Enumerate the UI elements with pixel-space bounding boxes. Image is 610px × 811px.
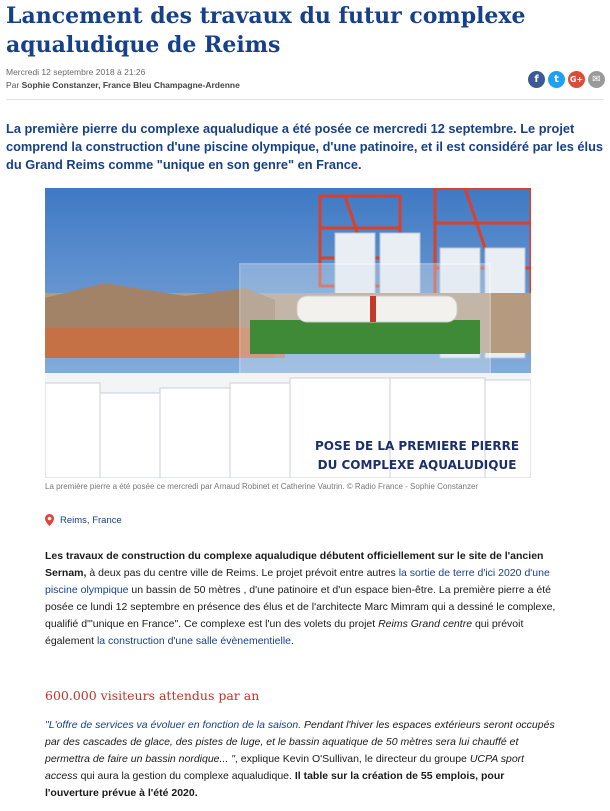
image-caption: La première pierre a été posée ce mercredi par Arnaud Robinet et Catherine Vautrin. © Radio France - Sophie Constanzer	[45, 482, 479, 491]
image-sign-line2: DU COMPLEXE AQUALUDIQUE	[317, 458, 517, 472]
article-lead: La première pierre du complexe aqualudique a été posée ce mercredi 12 septembre. Le projet comprend la construction d'une piscine olympique, d'une patinoire, et il est considéré par les élus du Grand Reims comme "unique en son genre" en France.	[6, 121, 604, 172]
byline: Par Sophie Constanzer, France Bleu Champagne-Ardenne	[6, 80, 240, 90]
image-sign-line1: POSE DE LA PREMIERE PIERRE	[314, 439, 520, 453]
article-quote-paragraph: "L'offre de services va évoluer en fonction de la saison. Pendant l'hiver les espaces extérieurs seront occupés par des cascades de glace, des pistes de luge, et le bassin aquatique de 50 mètres sera lui chauffé et permettra de faire un bassin nordique... ", explique Kevin O'Sullivan, le directeur du groupe UCPA sport access qui aura la gestion du complexe aqualudique. Il table sur la création de 55 emplois, pour l'ouverture prévue à l'été 2020.	[45, 719, 555, 799]
facebook-share-icon[interactable]: f	[528, 71, 545, 88]
twitter-share-icon[interactable]: t	[548, 71, 565, 88]
mail-share-icon[interactable]: ✉	[588, 71, 605, 88]
author-link[interactable]: Sophie Constanzer, France Bleu Champagne-Ardenne	[21, 80, 240, 90]
map-pin-icon	[45, 514, 54, 526]
article-title: Lancement des travaux du futur complexe aqualudique de Reims	[6, 3, 526, 58]
location-tag[interactable]	[45, 514, 122, 526]
article-meta	[6, 66, 240, 92]
header-divider	[6, 99, 604, 100]
publish-date: Mercredi 12 septembre 2018 à 21:26	[6, 67, 146, 77]
olympic-pool-link[interactable]: la sortie de terre d'ici 2020 d'une piscine olympique	[45, 567, 550, 596]
google-plus-share-icon[interactable]: G+	[568, 71, 585, 88]
paragraph-bold-lead: Les travaux de construction du complexe aqualudique débutent officiellement sur le site de l'ancien Sernam,	[45, 550, 544, 579]
share-bar	[528, 71, 605, 88]
location-label[interactable]: Reims, France	[60, 514, 122, 526]
article-paragraph-1: Les travaux de construction du complexe aqualudique débutent officiellement sur le site de l'ancien Sernam, à deux pas du centre ville de Reims. Le projet prévoit entre autres la sortie de terre d'ici 2020 d'une piscine olympique un bassin de 50 mètres , d'une patinoire et d'un espace bien-être. La première pierre a été posée ce lundi 12 septembre en présence des élus et de l'architecte Marc Mimram qui a dessiné le complexe, qualifié d'"unique en France". Ce complexe est l'un des volets du projet Reims Grand centre qui prévoit également la construction d'une salle évènementielle.	[45, 550, 556, 647]
article-photo	[45, 188, 531, 478]
event-hall-link[interactable]: la construction d'une salle évènementielle	[96, 635, 291, 647]
section-heading: 600.000 visiteurs attendus par an	[45, 688, 260, 703]
